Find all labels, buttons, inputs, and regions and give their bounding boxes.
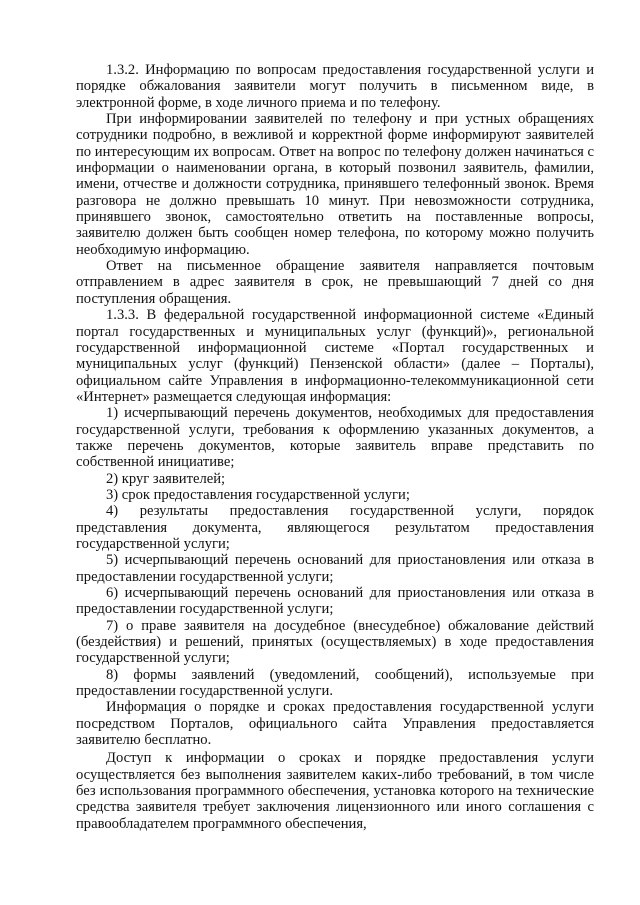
list-item-5: 5) исчерпывающий перечень оснований для приостановления или отказа в предоставлении государственной услуги; <box>76 552 594 585</box>
list-item-1: 1) исчерпывающий перечень документов, необходимых для предоставления государственной услуги, требования к оформлению указанных документов, а также перечень документов, которые заявитель вправе представить по собственной инициативе; <box>76 405 594 471</box>
paragraph-1-3-2: 1.3.2. Информацию по вопросам предоставления государственной услуги и порядке обжалования заявители могут получить в письменном виде, в электронной форме, в ходе личного приема и по телефону. <box>76 62 594 111</box>
paragraph-free-info: Информация о порядке и сроках предоставления государственной услуги посредством Порталов, официального сайта Управления предоставляется заявителю бесплатно. <box>76 699 594 749</box>
list-item-7: 7) о праве заявителя на досудебное (внесудебное) обжалование действий (бездействия) и решений, принятых (осуществляемых) в ходе предоставления государственной услуги; <box>76 617 594 667</box>
list-item-4: 4) результаты предоставления государственной услуги, порядок представления документа, являющегося результатом предоставления государственной услуги; <box>76 503 594 552</box>
paragraph-1-3-3: 1.3.3. В федеральной государственной информационной системе «Единый портал государственных и муниципальных услуг (функций)», региональной государственной информационной системе «Портал государственных и муниципальных услуг (функций) Пензенской области» (далее – Порталы), официальном сайте Управления в информационно-телекоммуникационной сети «Интернет» размещается следующая информация: <box>76 307 594 405</box>
paragraph-phone-info: При информировании заявителей по телефону и при устных обращениях сотрудники подробно, в вежливой и корректной форме информируют заявителей по интересующим их вопросам. Ответ на вопрос по телефону должен начинаться с информации о наименовании органа, в который позвонил заявитель, фамилии, имени, отчестве и должности сотрудника, принявшего телефонный звонок. Время разговора не должно превышать 10 минут. При невозможности сотрудника, принявшего звонок, самостоятельно ответить на поставленные вопросы, заявителю должен быть сообщен номер телефона, по которому можно получить необходимую информацию. <box>76 111 595 258</box>
list-item-3: 3) срок предоставления государственной услуги; <box>106 486 410 503</box>
document-page <box>76 62 594 832</box>
list-item-8: 8) формы заявлений (уведомлений, сообщений), используемые при предоставлении государственной услуги. <box>76 666 594 700</box>
paragraph-access: Доступ к информации о сроках и порядке предоставления услуги осуществляется без выполнения заявителем каких-либо требований, в том числе без использования программного обеспечения, установка которого на технические средства заявителя требует заключения лицензионного или иного соглашения с правообладателем программного обеспечения, <box>76 750 594 832</box>
paragraph-written-response: Ответ на письменное обращение заявителя направляется почтовым отправлением в адрес заявителя в срок, не превышающий 7 дней со дня поступления обращения. <box>76 258 594 307</box>
list-item-6: 6) исчерпывающий перечень оснований для приостановления или отказа в предоставлении государственной услуги; <box>76 585 594 618</box>
list-item-2: 2) круг заявителей; <box>106 470 226 487</box>
